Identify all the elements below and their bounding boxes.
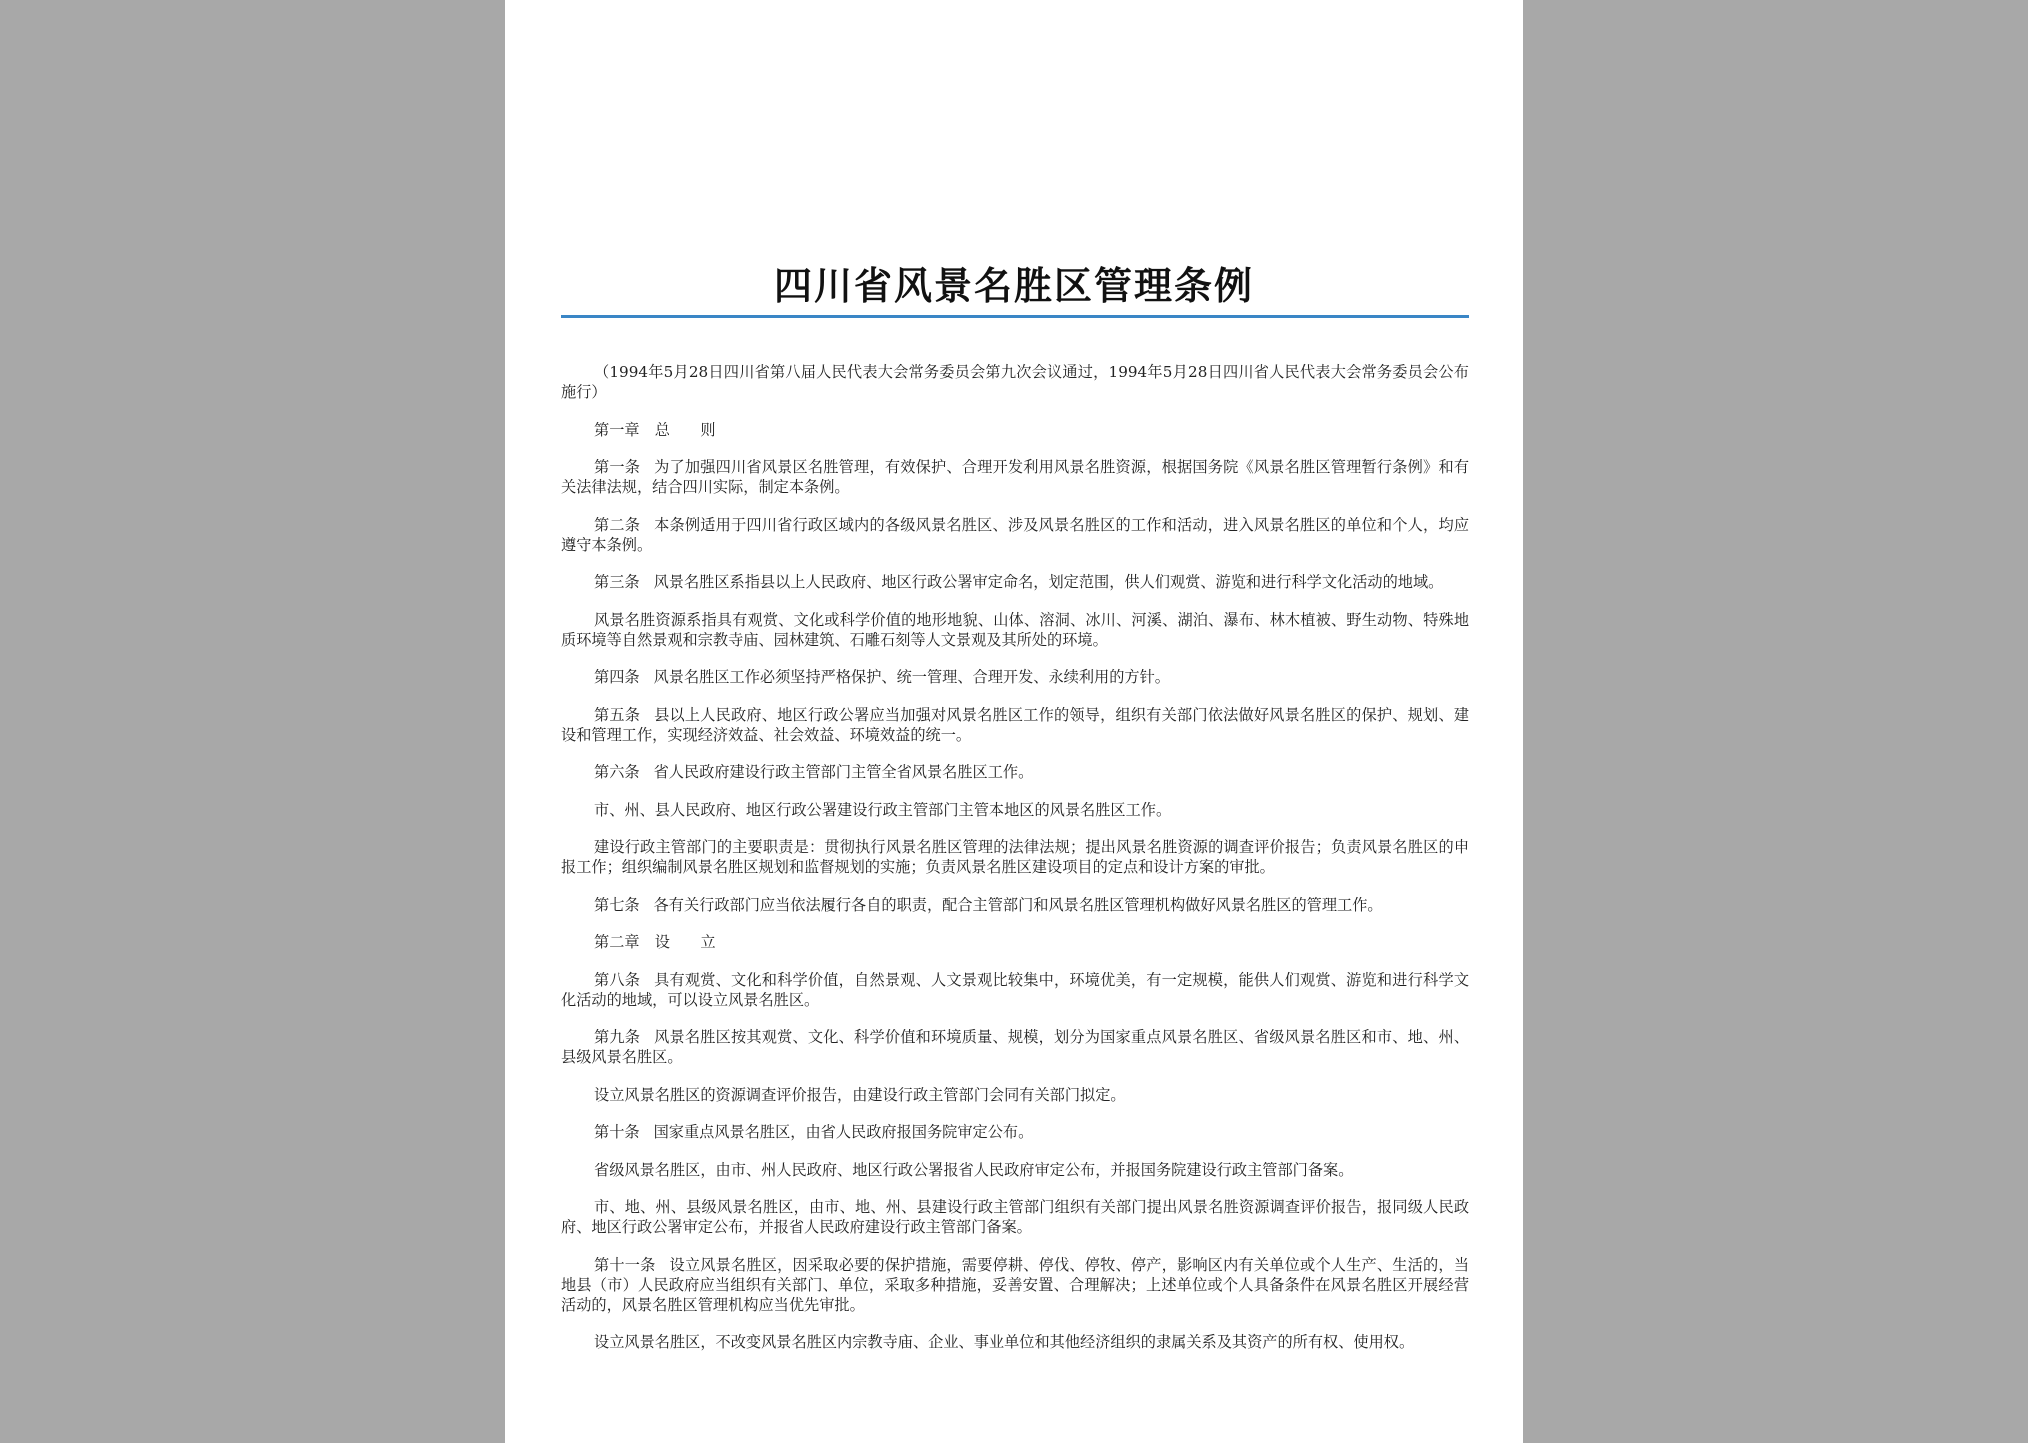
article-11	[561, 1255, 1469, 1315]
article-number: 第三条	[594, 573, 640, 591]
article-8	[561, 970, 1469, 1010]
article-9	[561, 1027, 1469, 1067]
article-text: 为了加强四川省风景区名胜管理，有效保护、合理开发利用风景名胜资源，根据国务院《风景名胜区管理暂行条例》和有关法律法规，结合四川实际，制定本条例。	[561, 458, 1470, 496]
article-number: 第七条	[594, 895, 640, 914]
article-9-paragraph-2: 设立风景名胜区的资源调查评价报告，由建设行政主管部门会同有关部门拟定。	[594, 1085, 1126, 1104]
article-text: 国家重点风景名胜区，由省人民政府报国务院审定公布。	[653, 1123, 1034, 1141]
article-number: 第八条	[594, 970, 641, 989]
article-text: 风景名胜区工作必须坚持严格保护、统一管理、合理开发、永续利用的方针。	[653, 668, 1170, 686]
article-1	[561, 457, 1469, 497]
article-text: 风景名胜区系指县以上人民政府、地区行政公署审定命名，划定范围，供人们观赏、游览和进行科学文化活动的地域。	[653, 573, 1444, 591]
chapter-heading-2: 第二章 设 立	[594, 933, 716, 951]
article-text: 省人民政府建设行政主管部门主管全省风景名胜区工作。	[653, 763, 1034, 781]
article-4	[561, 667, 1469, 687]
article-3	[561, 572, 1469, 592]
article-number: 第十一条	[594, 1255, 656, 1274]
preamble: （1994年5月28日四川省第八届人民代表大会常务委员会第九次会议通过，1994年5月28日四川省人民代表大会常务委员会公布施行）	[561, 363, 1469, 401]
article-number: 第四条	[594, 668, 640, 686]
article-number: 第五条	[594, 705, 641, 724]
chapter-heading-1: 第一章 总 则	[594, 420, 716, 439]
article-text: 县以上人民政府、地区行政公署应当加强对风景名胜区工作的领导，组织有关部门依法做好风景名胜区的保护、规划、建设和管理工作，实现经济效益、社会效益、环境效益的统一。	[561, 705, 1470, 744]
article-3-paragraph-2: 风景名胜资源系指具有观赏、文化或科学价值的地形地貌、山体、溶洞、冰川、河溪、湖泊、瀑布、林木植被、野生动物、特殊地质环境等自然景观和宗教寺庙、园林建筑、石雕石刻等人文景观及其所处的环境。	[561, 610, 1469, 649]
article-text: 本条例适用于四川省行政区域内的各级风景名胜区、涉及风景名胜区的工作和活动，进入风景名胜区的单位和个人，均应遵守本条例。	[561, 515, 1470, 554]
article-10-paragraph-2: 省级风景名胜区，由市、州人民政府、地区行政公署报省人民政府审定公布，并报国务院建设行政主管部门备案。	[594, 1160, 1354, 1179]
article-number: 第九条	[594, 1028, 641, 1046]
article-number: 第二条	[594, 515, 641, 534]
article-text: 具有观赏、文化和科学价值，自然景观、人文景观比较集中，环境优美，有一定规模，能供人们观赏、游览和进行科学文化活动的地域，可以设立风景名胜区。	[561, 970, 1470, 1009]
article-6-paragraph-2: 市、州、县人民政府、地区行政公署建设行政主管部门主管本地区的风景名胜区工作。	[594, 800, 1172, 819]
title-underline	[561, 315, 1469, 318]
article-text: 设立风景名胜区，因采取必要的保护措施，需要停耕、停伐、停牧、停产，影响区内有关单位或个人生产、生活的，当地县（市）人民政府应当组织有关部门、单位，采取多种措施，妥善安置、合理解决；上述单位或个人具备条件在风景名胜区开展经营活动的，风景名胜区管理机构应当优先审批。	[561, 1255, 1470, 1314]
article-7	[561, 895, 1469, 915]
article-number: 第六条	[594, 763, 640, 781]
article-2	[561, 515, 1469, 555]
article-11-paragraph-2: 设立风景名胜区，不改变风景名胜区内宗教寺庙、企业、事业单位和其他经济组织的隶属关系及其资产的所有权、使用权。	[594, 1333, 1415, 1351]
article-number: 第一条	[594, 458, 641, 476]
document-page	[505, 0, 1523, 1443]
article-number: 第十条	[594, 1123, 640, 1141]
article-6	[561, 762, 1469, 782]
article-5	[561, 705, 1469, 745]
article-10	[561, 1122, 1469, 1142]
article-text: 风景名胜区按其观赏、文化、科学价值和环境质量、规模，划分为国家重点风景名胜区、省级风景名胜区和市、地、州、县级风景名胜区。	[561, 1028, 1470, 1066]
article-10-paragraph-3: 市、地、州、县级风景名胜区，由市、地、州、县建设行政主管部门组织有关部门提出风景名胜资源调查评价报告，报同级人民政府、地区行政公署审定公布，并报省人民政府建设行政主管部门备案。	[561, 1198, 1469, 1236]
article-6-paragraph-3: 建设行政主管部门的主要职责是：贯彻执行风景名胜区管理的法律法规；提出风景名胜资源的调查评价报告；负责风景名胜区的申报工作；组织编制风景名胜区规划和监督规划的实施；负责风景名胜区建设项目的定点和设计方案的审批。	[561, 838, 1469, 876]
document-title: 四川省风景名胜区管理条例	[773, 264, 1254, 308]
document-body	[561, 362, 1469, 1370]
article-text: 各有关行政部门应当依法履行各自的职责，配合主管部门和风景名胜区管理机构做好风景名胜区的管理工作。	[653, 895, 1383, 914]
